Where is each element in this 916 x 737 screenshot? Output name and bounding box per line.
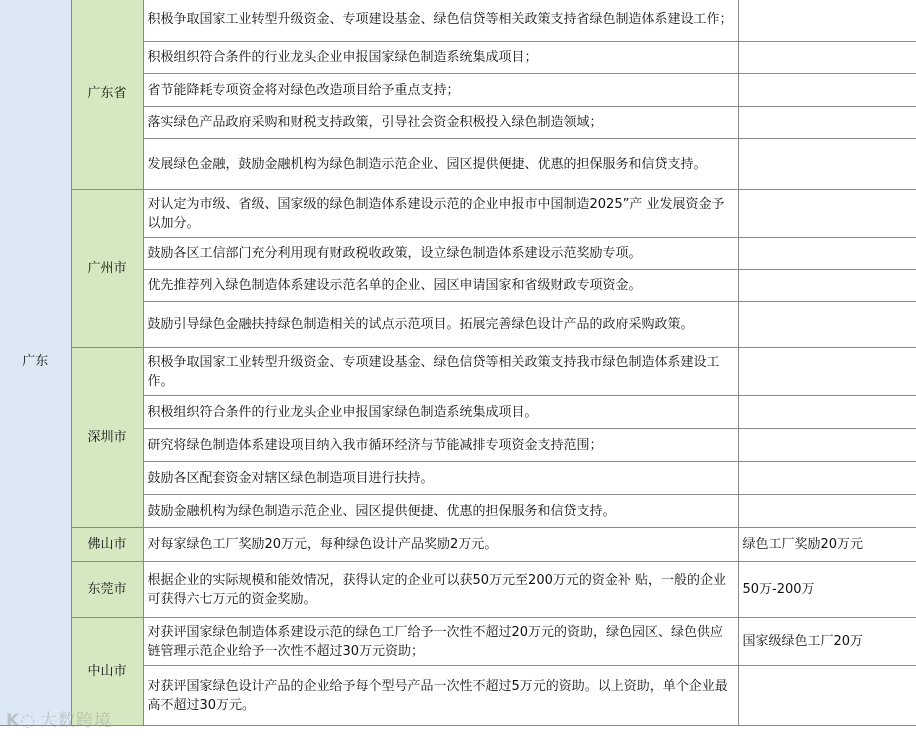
policy-cell: 优先推荐列入绿色制造体系建设示范名单的企业、园区申请国家和省级财政专项资金。 — [143, 270, 738, 302]
amount-cell — [738, 238, 916, 270]
amount-cell — [738, 666, 916, 726]
amount-cell — [738, 348, 916, 396]
amount-cell — [738, 0, 916, 42]
policy-cell: 对认定为市级、省级、国家级的绿色制造体系建设示范的企业申报市中国制造2025”产 业发展资金予以加分。 — [143, 190, 738, 238]
policy-cell: 积极组织符合条件的行业龙头企业申报国家绿色制造系统集成项目； — [143, 42, 738, 74]
amount-cell — [738, 107, 916, 139]
city-cell-zhongshan: 中山市 — [71, 618, 143, 726]
amount-cell — [738, 270, 916, 302]
watermark — [6, 706, 112, 731]
watermark-logo-icon: K◌ — [6, 711, 37, 731]
policy-cell: 积极争取国家工业转型升级资金、专项建设基金、绿色信贷等相关政策支持我市绿色制造体系建设工作。 — [143, 348, 738, 396]
amount-cell — [738, 429, 916, 462]
amount-cell — [738, 74, 916, 107]
policy-cell: 研究将绿色制造体系建设项目纳入我市循环经济与节能减排专项资金支持范围； — [143, 429, 738, 462]
amount-cell: 50万-200万 — [738, 562, 916, 618]
amount-cell: 绿色工厂奖励20万元 — [738, 528, 916, 562]
province-cell: 广东 — [0, 0, 71, 726]
amount-cell — [738, 396, 916, 429]
policy-cell: 鼓励引导绿色金融扶持绿色制造相关的试点示范项目。拓展完善绿色设计产品的政府采购政策。 — [143, 302, 738, 348]
policy-cell: 对获评国家绿色制造体系建设示范的绿色工厂给予一次性不超过20万元的资助，绿色园区、绿色供应链管理示范企业给予一次性不超过30万元资助； — [143, 618, 738, 666]
city-cell-shenzhen: 深圳市 — [71, 348, 143, 528]
city-cell-foshan: 佛山市 — [71, 528, 143, 562]
amount-cell — [738, 495, 916, 528]
city-cell-guangdong: 广东省 — [71, 0, 143, 190]
policy-cell: 鼓励各区配套资金对辖区绿色制造项目进行扶持。 — [143, 462, 738, 495]
city-cell-dongguan: 东莞市 — [71, 562, 143, 618]
policy-cell: 对每家绿色工厂奖励20万元，每种绿色设计产品奖励2万元。 — [143, 528, 738, 562]
policy-cell: 积极争取国家工业转型升级资金、专项建设基金、绿色信贷等相关政策支持省绿色制造体系建设工作； — [143, 0, 738, 42]
policy-cell: 省节能降耗专项资金将对绿色改造项目给予重点支持； — [143, 74, 738, 107]
amount-cell — [738, 139, 916, 190]
policy-cell: 对获评国家绿色设计产品的企业给予每个型号产品一次性不超过5万元的资助。以上资助，单个企业最高不超过30万元。 — [143, 666, 738, 726]
amount-cell — [738, 302, 916, 348]
policy-cell: 鼓励金融机构为绿色制造示范企业、园区提供便捷、优惠的担保服务和信贷支持。 — [143, 495, 738, 528]
city-cell-guangzhou: 广州市 — [71, 190, 143, 348]
policy-cell: 积极组织符合条件的行业龙头企业申报国家绿色制造系统集成项目。 — [143, 396, 738, 429]
amount-cell — [738, 190, 916, 238]
watermark-text: 大数跨境 — [40, 711, 113, 731]
amount-cell — [738, 42, 916, 74]
policy-cell: 落实绿色产品政府采购和财税支持政策，引导社会资金积极投入绿色制造领域； — [143, 107, 738, 139]
amount-cell: 国家级绿色工厂20万 — [738, 618, 916, 666]
amount-cell — [738, 462, 916, 495]
policy-cell: 发展绿色金融，鼓励金融机构为绿色制造示范企业、园区提供便捷、优惠的担保服务和信贷支持。 — [143, 139, 738, 190]
policy-cell: 根据企业的实际规模和能效情况，获得认定的企业可以获50万元至200万元的资金补 贴，一般的企业可获得六七万元的资金奖励。 — [143, 562, 738, 618]
policy-cell: 鼓励各区工信部门充分利用现有财政税收政策，设立绿色制造体系建设示范奖励专项。 — [143, 238, 738, 270]
